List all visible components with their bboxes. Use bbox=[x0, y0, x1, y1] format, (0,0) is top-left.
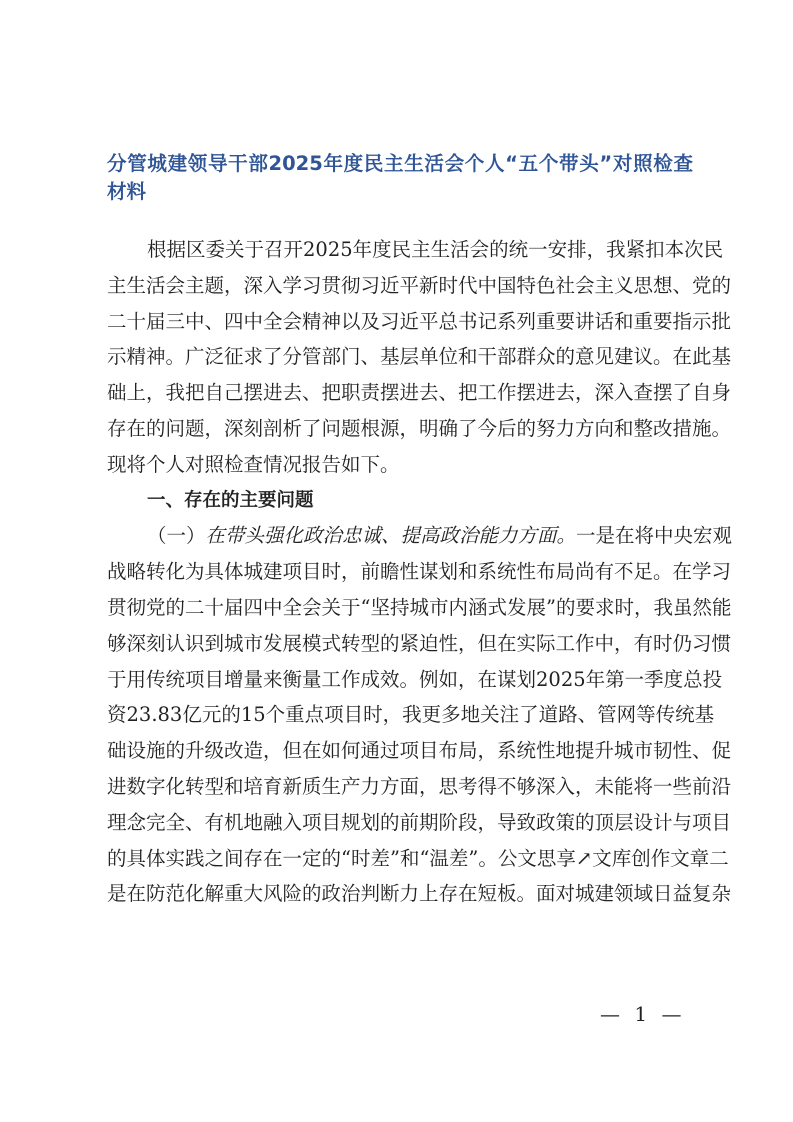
section1-prefix: （一） bbox=[147, 524, 206, 548]
page-number: — 1 — bbox=[600, 1002, 686, 1026]
section1-line: 础设施的升级改造，但在如何通过项目布局，系统性地提升城市韧性、促 bbox=[107, 739, 732, 763]
section1-line: 资23.83亿元的15个重点项目时，我更多地关注了道路、管网等传统基 bbox=[107, 703, 715, 727]
document-title bbox=[107, 150, 693, 206]
document-body bbox=[107, 232, 733, 912]
intro-line: 根据区委关于召开2025年度民主生活会的统一安排，我紧扣本次民 bbox=[147, 238, 724, 261]
section1-emphasis: 在带头强化政治忠诚、提高政治能力方面。 bbox=[205, 524, 577, 548]
section-heading: 一、存在的主要问题 bbox=[147, 489, 314, 511]
section1-first-line bbox=[107, 518, 733, 554]
intro-line: 础上，我把自己摆进去、把职责摆进去、把工作摆进去，深入查摆了自身 bbox=[107, 381, 732, 405]
section1-line: 的具体实践之间存在一定的“时差”和“温差”。公文思享↗文库创作文章二 bbox=[107, 846, 729, 870]
section1-line: 战略转化为具体城建项目时，前瞻性谋划和系统性布局尚有不足。在学习 bbox=[107, 560, 732, 584]
intro-line: 存在的问题，深刻剖析了问题根源，明确了今后的努力方向和整改措施。 bbox=[107, 416, 732, 440]
section1-line: 于用传统项目增量来衡量工作成效。例如，在谋划2025年第一季度总投 bbox=[107, 667, 723, 691]
section1-line: 是在防范化解重大风险的政治判断力上存在短板。面对城建领域日益复杂 bbox=[107, 882, 732, 906]
title-line-2: 材料 bbox=[107, 180, 147, 203]
intro-line: 现将个人对照检查情况报告如下。 bbox=[107, 452, 400, 476]
section1-line: 进数字化转型和培育新质生产力方面，思考得不够深入，未能将一些前沿 bbox=[107, 774, 732, 798]
intro-line: 主生活会主题，深入学习贯彻习近平新时代中国特色社会主义思想、党的 bbox=[107, 273, 732, 297]
title-line-1: 分管城建领导干部2025年度民主生活会个人“五个带头”对照检查 bbox=[107, 152, 693, 175]
intro-line: 二十届三中、四中全会精神以及习近平总书记系列重要讲话和重要指示批 bbox=[107, 309, 732, 333]
intro-line: 示精神。广泛征求了分管部门、基层单位和干部群众的意见建议。在此基 bbox=[107, 345, 732, 369]
section1-first-rest: 一是在将中央宏观 bbox=[576, 524, 733, 548]
section1-line: 够深刻认识到城市发展模式转型的紧迫性，但在实际工作中，有时仍习惯 bbox=[107, 631, 732, 655]
section1-line: 贯彻党的二十届四中全会关于“坚持城市内涵式发展”的要求时，我虽然能 bbox=[107, 595, 732, 619]
section1-line: 理念完全、有机地融入项目规划的前期阶段，导致政策的顶层设计与项目 bbox=[107, 810, 732, 834]
